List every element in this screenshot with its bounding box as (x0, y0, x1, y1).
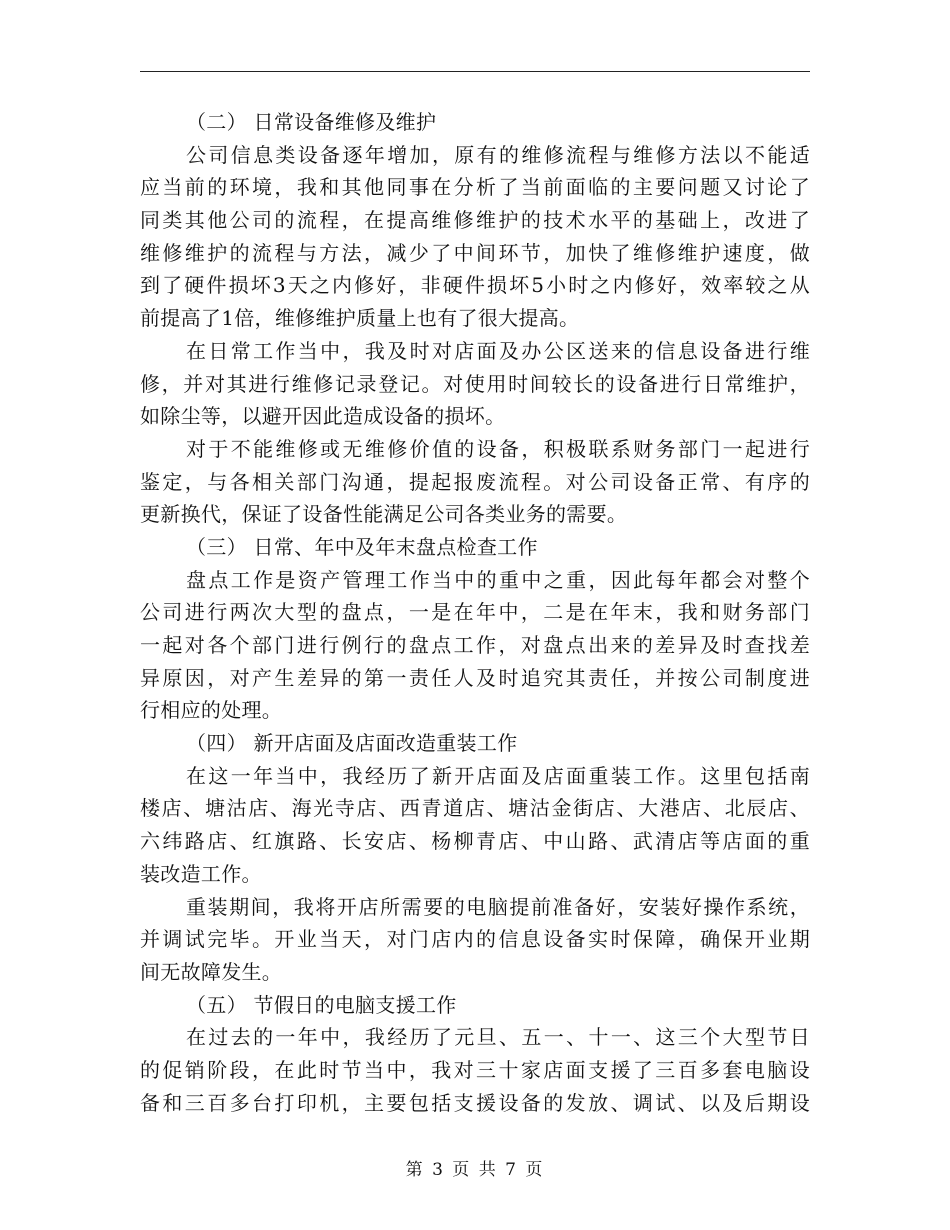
paragraph-line: 备和三百多台打印机，主要包括支援设备的发放、调试、以及后期设 (140, 1090, 810, 1115)
paragraph-line: 重装期间，我将开店所需要的电脑提前准备好，安装好操作系统， (186, 894, 810, 919)
paragraph-line: 公司信息类设备逐年增加，原有的维修流程与维修方法以不能适 (186, 142, 810, 167)
paragraph-line: 同类其他公司的流程，在提高维修维护的技术水平的基础上，改进了 (140, 208, 810, 233)
paragraph-line: 在日常工作当中，我及时对店面及办公区送来的信息设备进行维 (186, 338, 810, 363)
paragraph-line: 一起对各个部门进行例行的盘点工作，对盘点出来的差异及时查找差 (140, 633, 810, 657)
paragraph-line: 行相应的处理。 (140, 698, 283, 723)
paragraph-line: 六纬路店、红旗路、长安店、杨柳青店、中山路、武清店等店面的重 (140, 829, 810, 854)
header-rule (140, 71, 810, 72)
paragraph-line: 装改造工作。 (140, 861, 262, 886)
paragraph-line: 在这一年当中，我经历了新开店面及店面重装工作。这里包括南 (186, 763, 810, 788)
paragraph-line: 应当前的环境，我和其他同事在分析了当前面临的主要问题又讨论了 (140, 175, 810, 200)
paragraph-line: 对于不能维修或无维修价值的设备，积极联系财务部门一起进行 (186, 436, 810, 461)
section-heading-4: （四） 新开店面及店面改造重装工作 (186, 731, 518, 756)
paragraph-line: 修，并对其进行维修记录登记。对使用时间较长的设备进行日常维护， (140, 371, 810, 396)
paragraph-line: 在过去的一年中，我经历了元旦、五一、十一、这三个大型节日 (186, 1025, 810, 1050)
paragraph-line: 盘点工作是资产管理工作当中的重中之重，因此每年都会对整个 (186, 567, 810, 592)
document-body (140, 106, 810, 1119)
section-heading-5: （五） 节假日的电脑支援工作 (186, 992, 457, 1017)
paragraph-line: 异原因，对产生差异的第一责任人及时追究其责任，并按公司制度进 (140, 665, 810, 690)
paragraph-line: 楼店、塘沽店、海光寺店、西青道店、塘沽金街店、大港店、北辰店、 (140, 796, 810, 821)
paragraph-line: 更新换代，保证了设备性能满足公司各类业务的需要。 (140, 502, 628, 527)
paragraph-line: 维修维护的流程与方法，减少了中间环节，加快了维修维护速度，做 (140, 240, 810, 265)
paragraph-line: 并调试完毕。开业当天，对门店内的信息设备实时保障，确保开业期 (140, 927, 810, 952)
paragraph-line: 前提高了1倍，维修维护质量上也有了很大提高。 (140, 306, 580, 331)
section-heading-3: （三） 日常、年中及年末盘点检查工作 (186, 534, 538, 559)
paragraph-line: 鉴定，与各相关部门沟通，提起报废流程。对公司设备正常、有序的 (140, 469, 810, 494)
paragraph-line: 的促销阶段，在此时节当中，我对三十家店面支援了三百多套电脑设 (140, 1057, 810, 1082)
page-number-footer: 第 3 页 共 7 页 (405, 1160, 545, 1180)
paragraph-line: 间无故障发生。 (140, 959, 283, 984)
section-heading-2: （二） 日常设备维修及维护 (186, 110, 437, 134)
paragraph-line: 如除尘等，以避开因此造成设备的损坏。 (140, 404, 506, 429)
paragraph-line: 公司进行两次大型的盘点，一是在年中，二是在年末，我和财务部门 (140, 600, 810, 625)
paragraph-line: 到了硬件损坏3天之内修好，非硬件损坏5小时之内修好，效率较之从 (140, 273, 810, 298)
